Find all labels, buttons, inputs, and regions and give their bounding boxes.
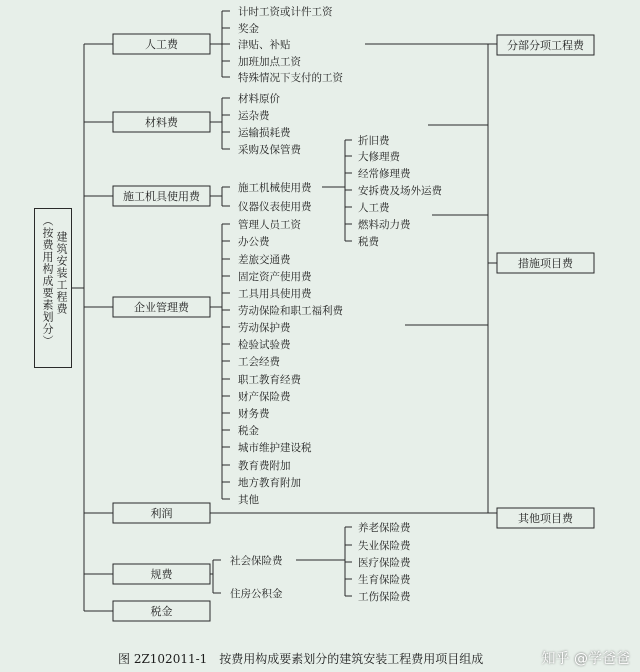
category-box-labor [113,34,210,54]
enterprise-item: 工会经费 [238,356,280,368]
machine-sub-item: 安拆费及场外运费 [358,185,442,197]
enterprise-item: 差旅交通费 [238,254,291,266]
right-other-label: 其他项目费 [518,512,573,525]
enterprise-item: 劳动保护费 [238,322,291,334]
category-box-material [113,112,210,132]
root-title-sub: （按费用构成要素划分） [41,215,54,347]
enterprise-item: 办公费 [238,236,270,248]
category-enterprise-label: 企业管理费 [134,301,189,314]
machinery-item-list [238,181,312,213]
machine-sub-item: 人工费 [358,202,390,214]
category-box-fees [113,564,210,584]
category-box-profit [113,503,210,523]
enterprise-item: 财产保险费 [238,391,291,403]
enterprise-item: 职工教育经费 [238,374,301,386]
enterprise-item: 其他 [238,494,259,506]
enterprise-item: 管理人员工资 [238,219,301,231]
machine-sub-item-list [358,134,442,248]
machine-sub-item: 折旧费 [358,135,390,147]
labor-item: 奖金 [238,23,259,35]
figure-caption: 图 2Z102011-1 按费用构成要素划分的建筑安装工程费用项目组成 [118,652,484,666]
fees-item: 社会保险费 [230,555,283,567]
right-measures-label: 措施项目费 [518,257,573,270]
enterprise-item: 教育费附加 [238,460,291,472]
category-profit-label: 利润 [150,507,173,520]
fees-item-list [230,554,283,600]
insurance-item: 医疗保险费 [358,557,411,569]
insurance-item: 工伤保险费 [358,591,411,603]
material-item: 运输损耗费 [238,127,291,139]
category-machinery-label: 施工机具使用费 [123,190,200,203]
insurance-item: 养老保险费 [358,522,411,534]
category-material-label: 材料费 [145,116,178,129]
insurance-item-list [358,521,411,603]
category-box-enterprise [113,297,210,317]
machinery-item: 施工机械使用费 [238,182,312,194]
enterprise-item: 固定资产使用费 [238,271,312,283]
labor-item: 特殊情况下支付的工资 [238,72,343,84]
fees-item: 住房公积金 [230,588,283,600]
category-box-tax [113,601,210,621]
category-tax-label: 税金 [150,605,173,618]
material-item: 运杂费 [238,110,270,122]
material-item: 采购及保管费 [238,144,301,156]
labor-item: 加班加点工资 [238,56,301,68]
material-item-list [238,92,301,156]
labor-item: 津贴、补贴 [238,39,291,51]
right-box-sub-project [497,35,594,55]
enterprise-item-list [238,218,343,506]
labor-item-list [238,5,343,84]
enterprise-item: 检验试验费 [238,339,291,351]
enterprise-item: 地方教育附加 [238,477,301,489]
enterprise-item: 税金 [238,425,259,437]
labor-item: 计时工资或计件工资 [238,6,333,18]
machine-sub-item: 大修理费 [358,151,400,163]
insurance-item: 生育保险费 [358,574,411,586]
category-box-machinery [113,186,210,206]
enterprise-item: 劳动保险和职工福利费 [238,305,343,317]
watermark: 知乎 @学爸爸 [541,651,630,667]
insurance-item: 失业保险费 [358,540,411,552]
enterprise-item: 城市维护建设税 [238,442,312,454]
machine-sub-item: 经常修理费 [358,168,411,180]
category-labor-label: 人工费 [145,38,178,51]
right-box-other [497,508,594,528]
right-sub-project-label: 分部分项工程费 [507,39,584,52]
machinery-item: 仪器仪表使用费 [238,201,312,213]
material-item: 材料原价 [238,93,280,105]
category-fees-label: 规费 [150,568,173,581]
enterprise-item: 财务费 [238,408,270,420]
root-title: 建筑安装工程费 [55,231,68,315]
machine-sub-item: 燃料动力费 [358,219,411,231]
enterprise-item: 工具用具使用费 [238,288,312,300]
right-box-measures [497,253,594,273]
root-box [34,208,72,368]
machine-sub-item: 税费 [358,236,379,248]
